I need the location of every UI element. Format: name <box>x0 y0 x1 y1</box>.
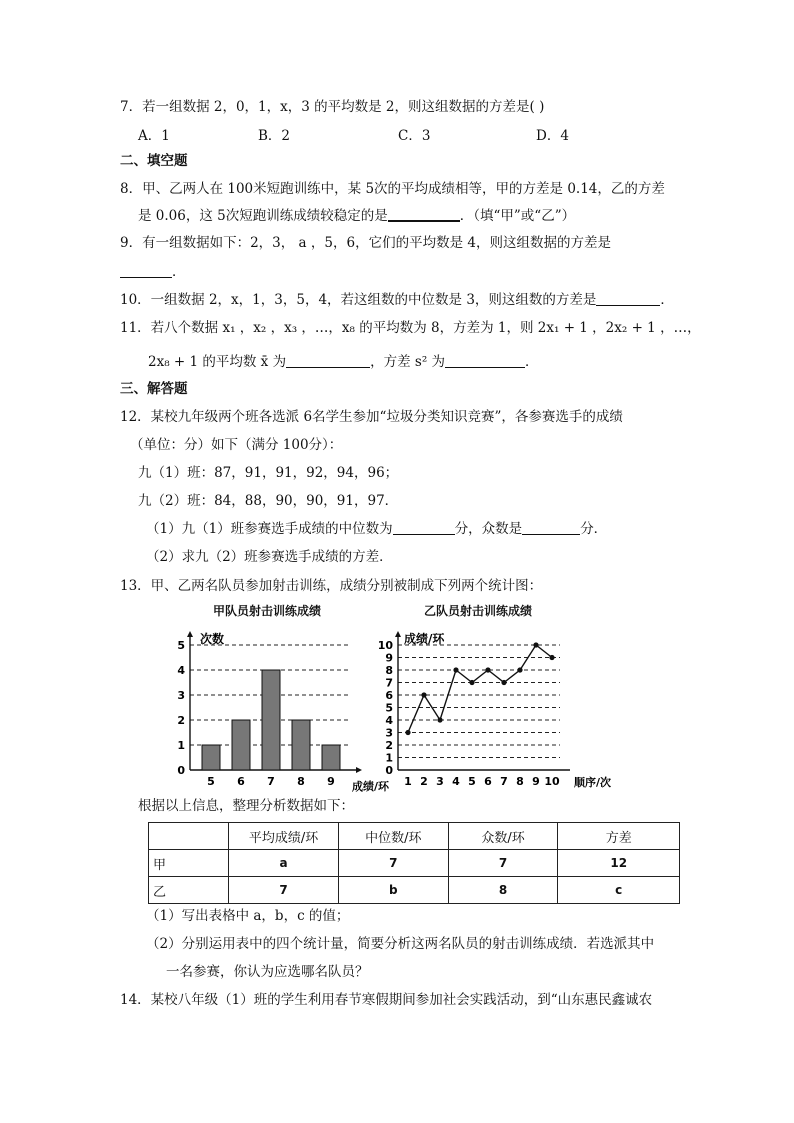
question-9-line2 <box>120 262 186 282</box>
table-header-cell: 平均成绩/环 <box>229 823 339 850</box>
table-header-cell: 众数/环 <box>448 823 558 850</box>
y-tick-label: 1 <box>177 739 185 752</box>
line-chart-yi <box>370 620 650 792</box>
y-tick-label: 3 <box>177 689 185 702</box>
y-axis-label: 成绩/环 <box>404 632 445 646</box>
y-tick-label: 10 <box>377 639 393 652</box>
question-13-sub2-line2: 一名参赛，你认为应选哪名队员？ <box>166 964 369 980</box>
question-13-sub2-line1: （2）分别运用表中的四个统计量，简要分析这两名队员的射击训练成绩．若选派其中 <box>146 936 655 952</box>
series-line <box>408 645 552 733</box>
x-tick-label: 2 <box>420 775 428 788</box>
stats-table <box>148 822 680 904</box>
x-tick-label: 9 <box>532 775 540 788</box>
y-tick-label: 5 <box>177 639 185 652</box>
question-8-line2 <box>138 206 575 226</box>
table-row <box>149 877 680 904</box>
table-cell: 12 <box>558 850 680 877</box>
q7-option-b: B．2 <box>258 128 291 144</box>
y-tick-label: 7 <box>385 676 393 690</box>
bar <box>232 720 250 770</box>
q10-text: 10．一组数据 2，x，1，3，5，4，若这组数的中位数是 3，则这组数的方差是 <box>120 292 597 308</box>
data-point <box>517 667 522 672</box>
class-1-scores: 九（1）班：87，91，91，92，94，96； <box>138 465 399 481</box>
y-axis-arrow <box>187 631 193 637</box>
table-header-cell: 方差 <box>558 823 680 850</box>
x-axis-label: 成绩/环 <box>352 780 390 793</box>
table-header-cell <box>149 823 229 850</box>
x-tick-label: 10 <box>544 775 560 788</box>
q9-answer-blank[interactable] <box>120 263 172 278</box>
data-point <box>405 730 410 735</box>
x-tick-label: 4 <box>452 775 460 788</box>
y-tick-label: 8 <box>385 664 393 677</box>
q12-median-blank[interactable] <box>393 520 455 535</box>
data-point <box>533 642 538 647</box>
q12-sub1-text-a: （1）九（1）班参赛选手成绩的中位数为 <box>146 521 393 537</box>
data-point <box>421 692 426 697</box>
table-header-cell: 中位数/环 <box>338 823 448 850</box>
x-axis-label: 顺序/次 <box>574 776 612 789</box>
q11-mean-blank[interactable] <box>286 353 370 368</box>
table-cell: a <box>229 850 339 877</box>
section-solve: 三、解答题 <box>120 381 188 397</box>
question-11-line1: 11．若八个数据 x₁ ，x₂ ，x₃ ，…，x₈ 的平均数为 8，方差为 1，则 2x₁ + 1 ，2x₂ + 1 ，…， <box>120 320 701 336</box>
bar <box>262 670 280 770</box>
q11-text-c: ． <box>525 354 539 370</box>
x-tick-label: 5 <box>207 775 215 788</box>
y-tick-label: 0 <box>177 764 185 777</box>
table-cell: 7 <box>229 877 339 904</box>
question-14-line1: 14．某校八年级（1）班的学生利用春节寒假期间参加社会实践活动，到“山东惠民鑫诚农 <box>120 992 653 1008</box>
q7-option-a: A．1 <box>138 128 170 144</box>
q8-text-b: ．（填“甲”或“乙”） <box>459 208 576 224</box>
q8-text-a: 是 0.06，这 5次短跑训练成绩较稳定的是 <box>138 208 388 224</box>
question-12-line1: 12．某校九年级两个班各选派 6名学生参加“垃圾分类知识竞赛”，各参赛选手的成绩 <box>120 409 623 425</box>
table-header-row <box>149 823 680 850</box>
table-row-label: 甲 <box>149 850 229 877</box>
data-point <box>549 655 554 660</box>
table-cell: 8 <box>448 877 558 904</box>
question-13-intro: 根据以上信息，整理分析数据如下： <box>138 798 354 814</box>
x-tick-label: 9 <box>327 775 335 788</box>
table-cell: c <box>558 877 680 904</box>
question-9-line1: 9．有一组数据如下：2，3， a ，5，6，它们的平均数是 4，则这组数据的方差是 <box>120 235 611 251</box>
y-axis-label: 次数 <box>200 632 225 646</box>
y-tick-label: 3 <box>385 726 393 740</box>
data-point <box>453 667 458 672</box>
bar <box>292 720 310 770</box>
x-tick-label: 6 <box>484 775 492 788</box>
bar <box>202 745 220 770</box>
y-axis-arrow <box>395 631 401 637</box>
y-tick-label: 9 <box>385 651 393 665</box>
y-tick-label: 0 <box>385 764 393 777</box>
y-tick-label: 2 <box>177 714 185 727</box>
question-13-sub1: （1）写出表格中 a，b，c 的值； <box>146 908 350 924</box>
q7-option-d: D．4 <box>536 128 569 144</box>
q7-option-c: C．3 <box>398 128 431 144</box>
table-row-label: 乙 <box>149 877 229 904</box>
question-12-sub1 <box>146 519 607 539</box>
x-axis-arrow <box>356 767 362 773</box>
x-tick-label: 7 <box>267 775 275 788</box>
q10-end: ． <box>660 292 674 308</box>
chart-a-title: 甲队员射击训练成绩 <box>213 604 322 618</box>
q12-sub1-text-b: 分，众数是 <box>454 521 523 537</box>
x-tick-label: 8 <box>297 775 305 788</box>
question-8-line1: 8．甲、乙两人在 100米短跑训练中，某 5次的平均成绩相等，甲的方差是 0.14，乙的方差 <box>120 181 665 197</box>
y-tick-label: 5 <box>385 701 393 715</box>
q11-text-a: 2x₈ + 1 的平均数 x̄ 为 <box>148 354 287 370</box>
data-point <box>485 667 490 672</box>
question-11-line2 <box>148 352 539 372</box>
table-cell: 7 <box>448 850 558 877</box>
question-13-line1: 13．甲、乙两名队员参加射击训练，成绩分别被制成下列两个统计图： <box>120 578 543 594</box>
x-tick-label: 7 <box>500 775 508 788</box>
data-point <box>469 680 474 685</box>
y-tick-label: 1 <box>385 751 393 765</box>
q8-answer-blank[interactable] <box>388 206 460 222</box>
q10-answer-blank[interactable] <box>596 291 660 306</box>
table-cell: 7 <box>338 850 448 877</box>
question-12-sub2: （2）求九（2）班参赛选手成绩的方差． <box>146 549 393 565</box>
data-point <box>437 717 442 722</box>
q11-variance-blank[interactable] <box>445 353 525 368</box>
table-row <box>149 850 680 877</box>
bar <box>322 745 340 770</box>
question-12-line2: （单位：分）如下（满分 100分）： <box>130 437 343 453</box>
chart-b-title: 乙队员射击训练成绩 <box>424 604 533 618</box>
x-tick-label: 8 <box>516 775 524 788</box>
table-cell: b <box>338 877 448 904</box>
y-tick-label: 2 <box>385 739 393 752</box>
section-fill-in: 二、填空题 <box>120 153 188 169</box>
y-tick-label: 4 <box>385 714 393 727</box>
x-tick-label: 1 <box>404 775 412 788</box>
q12-mode-blank[interactable] <box>522 520 580 535</box>
q11-text-b: ，方差 s² 为 <box>370 354 446 370</box>
q9-end: ． <box>172 264 186 280</box>
x-tick-label: 6 <box>237 775 245 788</box>
class-2-scores: 九（2）班：84，88，90，90，91，97． <box>138 493 399 509</box>
question-10 <box>120 290 674 310</box>
y-tick-label: 4 <box>177 664 185 677</box>
data-point <box>501 680 506 685</box>
question-7: 7．若一组数据 2，0，1，x，3 的平均数是 2，则这组数据的方差是( ) <box>120 99 545 115</box>
x-tick-label: 3 <box>436 775 444 788</box>
y-tick-label: 6 <box>385 689 393 702</box>
x-tick-label: 5 <box>468 775 476 788</box>
q12-sub1-text-c: 分． <box>580 521 608 537</box>
